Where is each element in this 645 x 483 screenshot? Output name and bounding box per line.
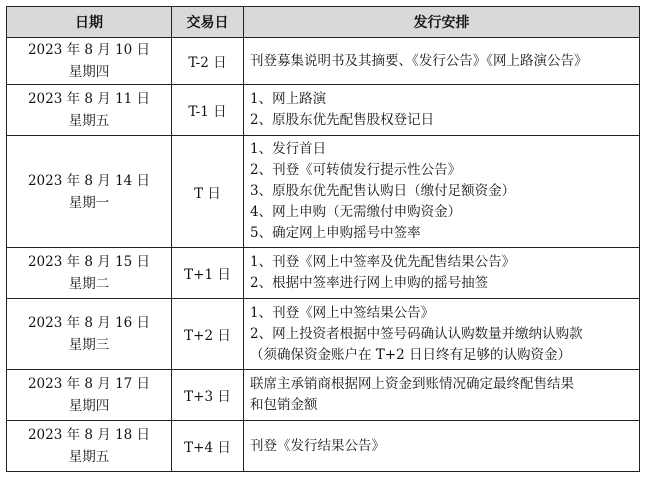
arrangement-item: 2、刊登《可转债发行提示性公告》 bbox=[250, 162, 462, 178]
arrangement-cell bbox=[244, 421, 640, 472]
issuance-schedule-table bbox=[6, 6, 640, 472]
date-cell bbox=[7, 248, 172, 299]
arrangement-cell bbox=[244, 299, 640, 370]
table-row bbox=[7, 370, 640, 421]
header-trading-day: 交易日 bbox=[172, 7, 244, 38]
arrangement-item: 刊登募集说明书及其摘要、《发行公告》《网上路演公告》 bbox=[250, 52, 588, 69]
arrangement-item: 2、原股东优先配售股权登记日 bbox=[250, 112, 435, 128]
date-cell bbox=[7, 85, 172, 136]
arrangement-item: 3、原股东优先配售认购日（缴付足额资金） bbox=[250, 183, 516, 199]
arrangement-item: 1、刊登《网上中签结果公告》 bbox=[250, 304, 435, 321]
trading-day-cell: T-2 日 bbox=[172, 38, 244, 85]
date-text: 2023 年 8 月 14 日 bbox=[27, 172, 151, 189]
arrangement-item: 刊登《发行结果公告》 bbox=[250, 437, 385, 454]
weekday-text: 星期五 bbox=[68, 113, 110, 129]
weekday-text: 星期一 bbox=[68, 194, 110, 211]
header-date: 日期 bbox=[7, 7, 172, 38]
date-cell bbox=[7, 370, 172, 421]
trading-day-cell: T+3 日 bbox=[172, 370, 244, 421]
trading-day-cell: T+1 日 bbox=[172, 248, 244, 299]
date-cell bbox=[7, 299, 172, 370]
date-cell bbox=[7, 421, 172, 472]
table-row bbox=[7, 248, 640, 299]
date-text: 2023 年 8 月 16 日 bbox=[27, 315, 151, 331]
trading-day-cell: T+4 日 bbox=[172, 421, 244, 472]
weekday-text: 星期五 bbox=[68, 449, 110, 465]
weekday-text: 星期四 bbox=[68, 398, 110, 414]
date-text: 2023 年 8 月 17 日 bbox=[27, 376, 151, 392]
arrangement-item: 和包销金额 bbox=[250, 397, 318, 413]
weekday-text: 星期四 bbox=[68, 64, 110, 80]
date-text: 2023 年 8 月 10 日 bbox=[27, 42, 151, 58]
arrangement-item: 4、网上申购（无需缴付申购资金） bbox=[250, 204, 462, 220]
arrangement-cell bbox=[244, 136, 640, 248]
arrangement-item: 5、确定网上申购摇号中签率 bbox=[250, 225, 421, 241]
arrangement-cell bbox=[244, 85, 640, 136]
weekday-text: 星期三 bbox=[68, 337, 110, 353]
date-cell bbox=[7, 38, 172, 85]
table-row bbox=[7, 85, 640, 136]
arrangement-item: （须确保资金账户在 T+2 日日终有足够的认购资金） bbox=[250, 346, 571, 363]
table-row bbox=[7, 421, 640, 472]
arrangement-item: 2、网上投资者根据中签号码确认认购数量并缴纳认购款 bbox=[250, 325, 583, 342]
date-text: 2023 年 8 月 18 日 bbox=[27, 427, 151, 443]
arrangement-item: 2、根据中签率进行网上申购的摇号抽签 bbox=[250, 275, 489, 291]
arrangement-cell bbox=[244, 248, 640, 299]
arrangement-item: 1、网上路演 bbox=[250, 91, 327, 107]
arrangement-item: 1、刊登《网上中签率及优先配售结果公告》 bbox=[250, 254, 516, 270]
date-cell bbox=[7, 136, 172, 248]
arrangement-cell bbox=[244, 370, 640, 421]
arrangement-cell bbox=[244, 38, 640, 85]
arrangement-item: 1、发行首日 bbox=[250, 141, 327, 157]
arrangement-item: 联席主承销商根据网上资金到账情况确定最终配售结果 bbox=[250, 376, 574, 392]
date-text: 2023 年 8 月 15 日 bbox=[27, 254, 151, 270]
table-row bbox=[7, 38, 640, 85]
weekday-text: 星期二 bbox=[68, 276, 110, 292]
trading-day-cell: T-1 日 bbox=[172, 85, 244, 136]
table-row bbox=[7, 299, 640, 370]
trading-day-cell: T+2 日 bbox=[172, 299, 244, 370]
date-text: 2023 年 8 月 11 日 bbox=[27, 91, 151, 107]
table-row bbox=[7, 136, 640, 248]
header-row bbox=[7, 7, 640, 38]
header-arrangement: 发行安排 bbox=[244, 7, 640, 38]
trading-day-cell: T 日 bbox=[172, 136, 244, 248]
